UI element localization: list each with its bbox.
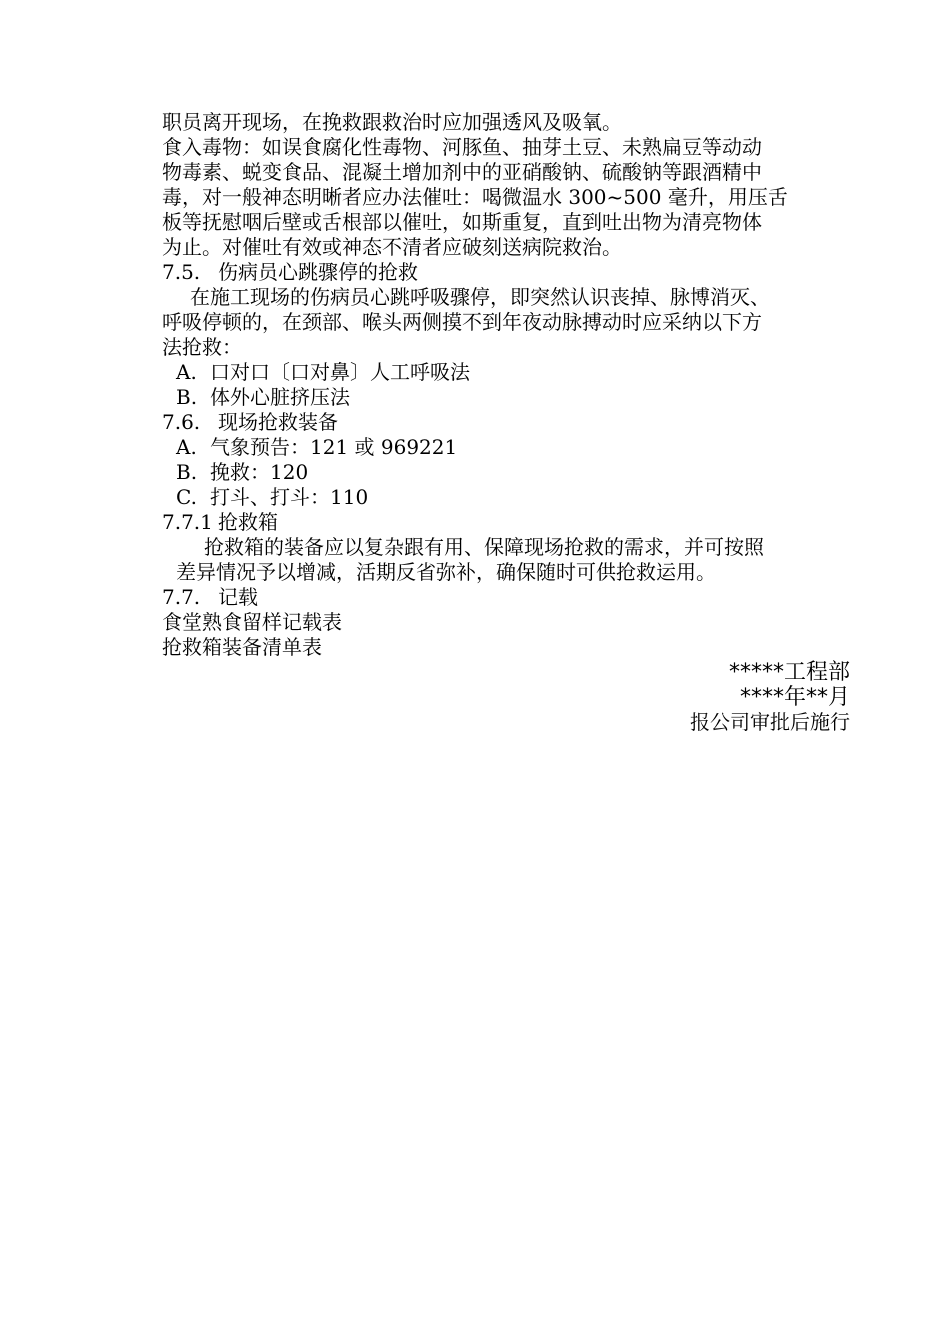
text-line: 为止。对催吐有效或神态不清者应破刻送病院救治。 — [162, 235, 622, 259]
section-number: 7.6. — [162, 410, 201, 434]
text-line: 物毒素、蜕变食品、混凝土增加剂中的亚硝酸钠、硫酸钠等跟酒精中 — [162, 160, 762, 184]
section-heading-7-5 — [162, 260, 850, 285]
signature-date: ****年**月 — [739, 685, 850, 710]
section-heading-7-6 — [162, 410, 850, 435]
record-item: 食堂熟食留样记载表 — [162, 610, 342, 634]
list-item-text: 体外心脏挤压法 — [210, 385, 350, 409]
text-line: 食入毒物：如误食腐化性毒物、河豚鱼、抽芽土豆、未熟扁豆等动动 — [162, 135, 762, 159]
list-item — [162, 485, 850, 510]
paragraph-line: 呼吸停顿的，在颈部、喉头两侧摸不到年夜动脉搏动时应采纳以下方 — [162, 310, 762, 334]
section-number: 7.7.1 — [162, 510, 213, 534]
section-title: 抢救箱 — [218, 510, 278, 534]
text-line: 职员离开现场，在挽救跟救治时应加强透风及吸氧。 — [162, 110, 622, 134]
paragraph-line: 在施工现场的伤病员心跳呼吸骤停，即突然认识丧掉、脉博消灭、 — [190, 285, 770, 309]
list-item-text: 口对口〔口对鼻〕人工呼吸法 — [210, 360, 470, 384]
list-marker: A. — [176, 360, 197, 384]
section-heading-7-7 — [162, 585, 850, 610]
paragraph-line: 法抢救： — [162, 335, 242, 359]
document-page — [162, 110, 850, 735]
paragraph-line: 差异情况予以增减，活期反省弥补，确保随时可供抢救运用。 — [176, 560, 716, 584]
section-number: 7.5. — [162, 260, 201, 284]
record-item: 抢救箱装备清单表 — [162, 635, 322, 659]
text-line: 毒，对一般神态明晰者应办法催吐：喝微温水 300~500 毫升，用压舌 — [162, 185, 788, 209]
section-heading-7-7-1 — [162, 510, 850, 535]
section-title: 记载 — [218, 585, 258, 609]
list-item — [162, 460, 850, 485]
section-title: 现场抢救装备 — [218, 410, 338, 434]
signature-department: *****工程部 — [728, 660, 850, 685]
approval-note: 报公司审批后施行 — [690, 710, 850, 734]
paragraph-line: 抢救箱的装备应以复杂跟有用、保障现场抢救的需求，并可按照 — [204, 535, 764, 559]
list-item-text: 打斗、打斗：110 — [210, 485, 369, 509]
list-marker: C. — [176, 485, 197, 509]
list-item-text: 挽救：120 — [210, 460, 309, 484]
section-number: 7.7. — [162, 585, 201, 609]
text-line: 板等抚慰咽后壁或舌根部以催吐，如斯重复，直到吐出物为清亮物体 — [162, 210, 762, 234]
list-item — [162, 385, 850, 410]
list-marker: B. — [176, 385, 198, 409]
paragraph-block — [162, 535, 850, 585]
section-title: 伤病员心跳骤停的抢救 — [218, 260, 418, 284]
list-item — [162, 360, 850, 385]
list-item-text: 气象预告：121 或 969221 — [210, 435, 458, 459]
list-item — [162, 435, 850, 460]
list-marker: B. — [176, 460, 198, 484]
list-marker: A. — [176, 435, 197, 459]
